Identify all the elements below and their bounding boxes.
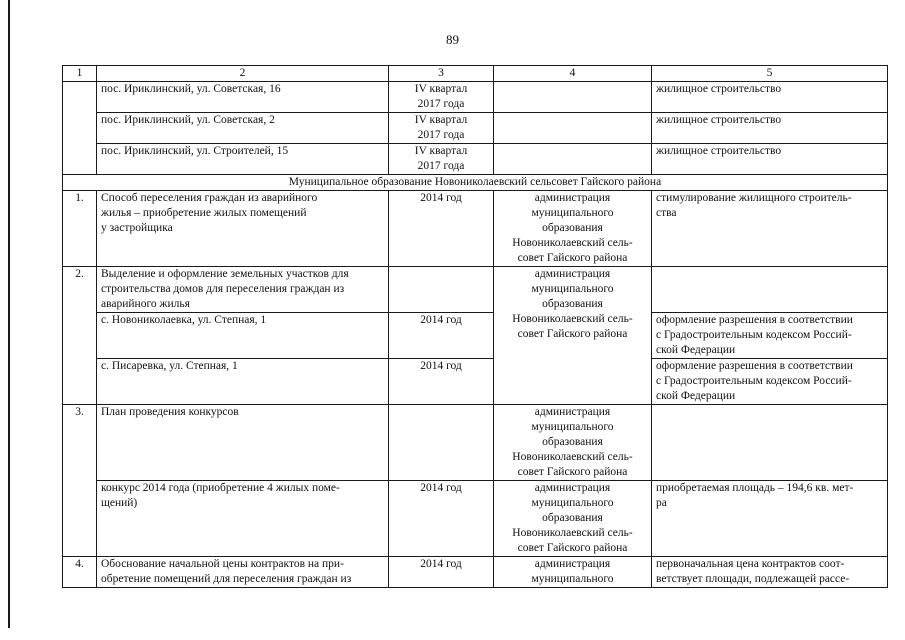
executor-cell: администрация муниципального образования Новониколаевский сель- совет Гайского района	[494, 191, 652, 267]
page-binding-edge	[8, 0, 10, 628]
table-row	[63, 359, 888, 405]
term-cell	[389, 405, 494, 481]
result-cell	[652, 405, 888, 481]
executor-cell: администрация муниципального образования Новониколаевский сель- совет Гайского района	[494, 405, 652, 481]
table-row	[63, 267, 888, 313]
item-cell: Выделение и оформление земельных участков для строительства домов для переселения граждан из аварийного жилья	[97, 267, 389, 313]
executor-cell: администрация муниципального образования Новониколаевский сель- совет Гайского района	[494, 267, 652, 405]
result-cell: жилищное строительство	[652, 144, 888, 175]
table-row	[63, 557, 888, 588]
executor-cell: администрация муниципального образования Новониколаевский сель- совет Гайского района	[494, 481, 652, 557]
table-row	[63, 191, 888, 267]
table-row	[63, 82, 888, 113]
term-cell: 2014 год	[389, 481, 494, 557]
term-cell: 2014 год	[389, 313, 494, 359]
executor-cell	[494, 82, 652, 113]
table-row	[63, 405, 888, 481]
header-col-5: 5	[652, 66, 888, 82]
table-row	[63, 313, 888, 359]
header-col-3: 3	[389, 66, 494, 82]
result-cell	[652, 267, 888, 313]
header-col-4: 4	[494, 66, 652, 82]
item-cell: Обоснование начальной цены контрактов на при- обретение помещений для переселения граждан из	[97, 557, 389, 588]
row-number: 1.	[63, 191, 97, 267]
item-cell: с. Новониколаевка, ул. Степная, 1	[97, 313, 389, 359]
item-cell: конкурс 2014 года (приобретение 4 жилых поме- щений)	[97, 481, 389, 557]
executor-cell	[494, 144, 652, 175]
number-cell-continued	[63, 82, 97, 175]
section-title: Муниципальное образование Новониколаевский сельсовет Гайского района	[63, 175, 888, 191]
term-cell: 2014 год	[389, 359, 494, 405]
term-cell	[389, 267, 494, 313]
result-cell: жилищное строительство	[652, 82, 888, 113]
item-cell: с. Писаревка, ул. Степная, 1	[97, 359, 389, 405]
header-row	[63, 66, 888, 82]
row-number: 2.	[63, 267, 97, 405]
item-cell: пос. Ириклинский, ул. Советская, 2	[97, 113, 389, 144]
header-col-2: 2	[97, 66, 389, 82]
page-number: 89	[446, 32, 459, 47]
executor-cell	[494, 113, 652, 144]
term-cell: IV квартал 2017 года	[389, 113, 494, 144]
section-title-row	[63, 175, 888, 191]
item-cell: План проведения конкурсов	[97, 405, 389, 481]
term-cell: 2014 год	[389, 557, 494, 588]
header-col-1: 1	[63, 66, 97, 82]
term-cell: 2014 год	[389, 191, 494, 267]
item-cell: Способ переселения граждан из аварийного жилья – приобретение жилых помещений у застройщика	[97, 191, 389, 267]
row-number: 4.	[63, 557, 97, 588]
table-row	[63, 113, 888, 144]
term-cell: IV квартал 2017 года	[389, 144, 494, 175]
result-cell: стимулирование жилищного строитель- ства	[652, 191, 888, 267]
table-row	[63, 481, 888, 557]
row-number: 3.	[63, 405, 97, 557]
result-cell: приобретаемая площадь – 194,6 кв. мет- ра	[652, 481, 888, 557]
result-cell: оформление разрешения в соответствии с Градостроительным кодексом Россий- ской Федерации	[652, 359, 888, 405]
result-cell: жилищное строительство	[652, 113, 888, 144]
result-cell: оформление разрешения в соответствии с Градостроительным кодексом Россий- ской Федерации	[652, 313, 888, 359]
result-cell: первоначальная цена контрактов соот- ветствует площади, подлежащей рассе-	[652, 557, 888, 588]
item-cell: пос. Ириклинский, ул. Строителей, 15	[97, 144, 389, 175]
program-table	[62, 65, 888, 588]
table-row	[63, 144, 888, 175]
executor-cell: администрация муниципального	[494, 557, 652, 588]
item-cell: пос. Ириклинский, ул. Советская, 16	[97, 82, 389, 113]
term-cell: IV квартал 2017 года	[389, 82, 494, 113]
